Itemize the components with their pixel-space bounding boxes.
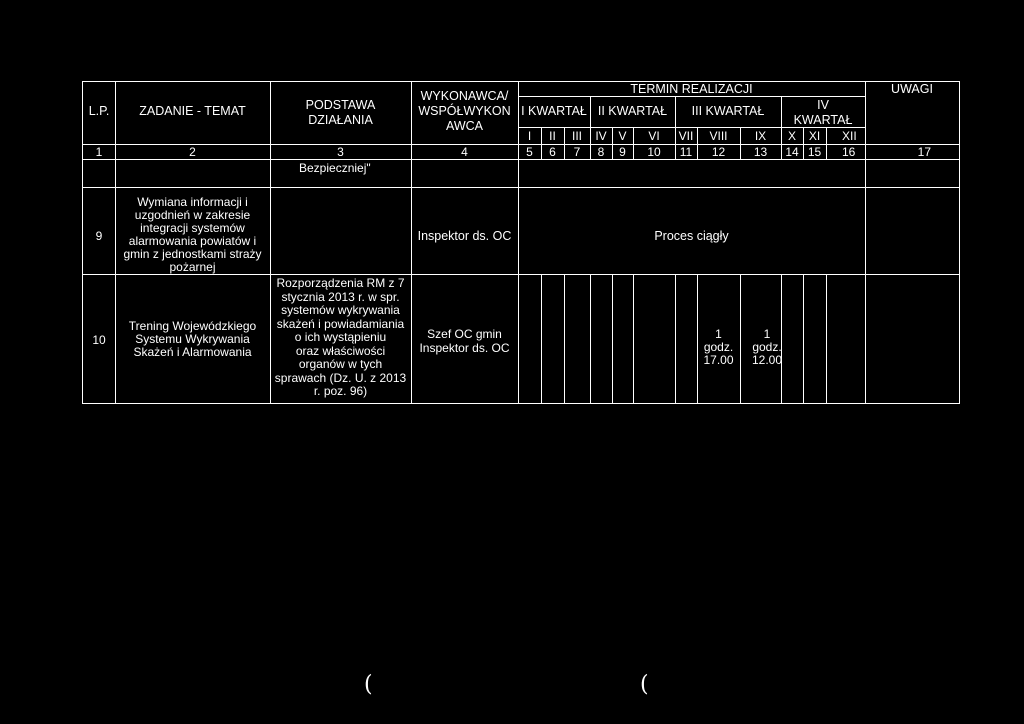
month-label: VII — [678, 129, 694, 143]
row10-zadanie: Trening Wojewódzkiego Systemu Wykrywania Skażeń i Alarmowania — [128, 319, 257, 359]
month-label: V — [618, 129, 627, 143]
number-cell: 10 — [647, 145, 661, 159]
month-label: X — [787, 129, 796, 143]
month-label: IV — [595, 129, 607, 143]
number-cell: 15 — [807, 145, 822, 159]
number-cell: 3 — [337, 145, 344, 159]
header-termin: TERMIN REALIZACJI — [630, 82, 753, 96]
row10-lp: 10 — [92, 333, 106, 347]
month-label: IX — [754, 129, 767, 143]
termin-divider — [518, 96, 865, 97]
month-label: II — [549, 129, 556, 143]
number-cell: 9 — [619, 145, 626, 159]
continuation-text: Bezpieczniej" — [299, 161, 371, 175]
number-cell: 17 — [917, 145, 931, 159]
row9-termin: Proces ciągły — [654, 229, 729, 243]
month-label: I — [527, 129, 532, 143]
number-cell: 16 — [842, 145, 856, 159]
m-divider-row10 — [590, 275, 591, 403]
m-divider-row10 — [633, 275, 634, 403]
m-divider-row10 — [803, 275, 804, 403]
header-quarter-4: IV KWARTAŁ — [793, 98, 853, 127]
table-border-bottom — [82, 403, 960, 404]
month-label: VIII — [709, 129, 728, 143]
continuation-row-bottom-line — [82, 187, 960, 188]
m-divider-row10 — [826, 275, 827, 403]
number-cell: 2 — [189, 145, 196, 159]
number-cell: 8 — [597, 145, 605, 159]
number-cell: 11 — [679, 145, 693, 159]
header-quarter-2: II KWARTAŁ — [597, 104, 668, 118]
month-label: XII — [842, 129, 857, 143]
header-zadanie: ZADANIE - TEMAT — [139, 104, 246, 118]
table-border-right — [959, 81, 960, 404]
number-cell: 6 — [549, 145, 556, 159]
number-cell: 7 — [573, 145, 581, 159]
header-bottom-line — [82, 144, 960, 145]
row9-lp: 9 — [95, 229, 103, 243]
header-uwagi: UWAGI — [891, 82, 933, 96]
m-divider-row10 — [675, 275, 676, 403]
header-podstawa: PODSTAWA DZIAŁANIA — [305, 98, 376, 127]
table-border-left — [82, 81, 83, 404]
header-wykonawca: WYKONAWCA/ WSPÓŁWYKON AWCA — [418, 89, 511, 133]
number-cell: 4 — [461, 145, 468, 159]
number-cell: 1 — [95, 145, 103, 159]
row10-wykonawca: Szef OC gmin Inspektor ds. OC — [419, 327, 510, 355]
row10-month-nov: 1 godz. 12.00 — [751, 327, 783, 367]
footer-mark-left: ( — [364, 672, 373, 697]
header-quarter-1: I KWARTAŁ — [521, 104, 587, 118]
col-divider-uwagi — [865, 81, 866, 404]
number-cell: 13 — [753, 145, 768, 159]
table-border-top — [82, 81, 960, 82]
month-label: VI — [648, 129, 660, 143]
m-divider-row10 — [612, 275, 613, 403]
m-divider-row10 — [541, 275, 542, 403]
number-cell: 14 — [785, 145, 799, 159]
number-cell: 5 — [526, 145, 533, 159]
m-divider-row10 — [564, 275, 565, 403]
footer-mark-right: ( — [640, 672, 649, 697]
month-label: III — [571, 129, 582, 143]
row9-zadanie: Wymiana informacji i uzgodnień w zakresie integracji systemów alarmowania powiatów i gmin z jednostkami straży pożarnej — [123, 195, 262, 274]
number-row-bottom-line — [82, 159, 960, 160]
row9-bottom-line — [82, 274, 960, 275]
row9-wykonawca: Inspektor ds. OC — [417, 229, 512, 243]
row10-podstawa: Rozporządzenia RM z 7 stycznia 2013 r. w spr. systemów wykrywania skażeń i powiadamiania o ich wystąpieniu oraz właściwości organów w tych sprawach (Dz. U. z 2013 r. poz. 96) — [274, 276, 407, 398]
row10-month-oct: 1 godz. 17.00 — [703, 327, 734, 367]
month-label: XI — [808, 129, 821, 143]
header-lp: L.P. — [88, 104, 110, 118]
number-cell: 12 — [711, 145, 726, 159]
header-quarter-3: III KWARTAŁ — [691, 104, 765, 118]
